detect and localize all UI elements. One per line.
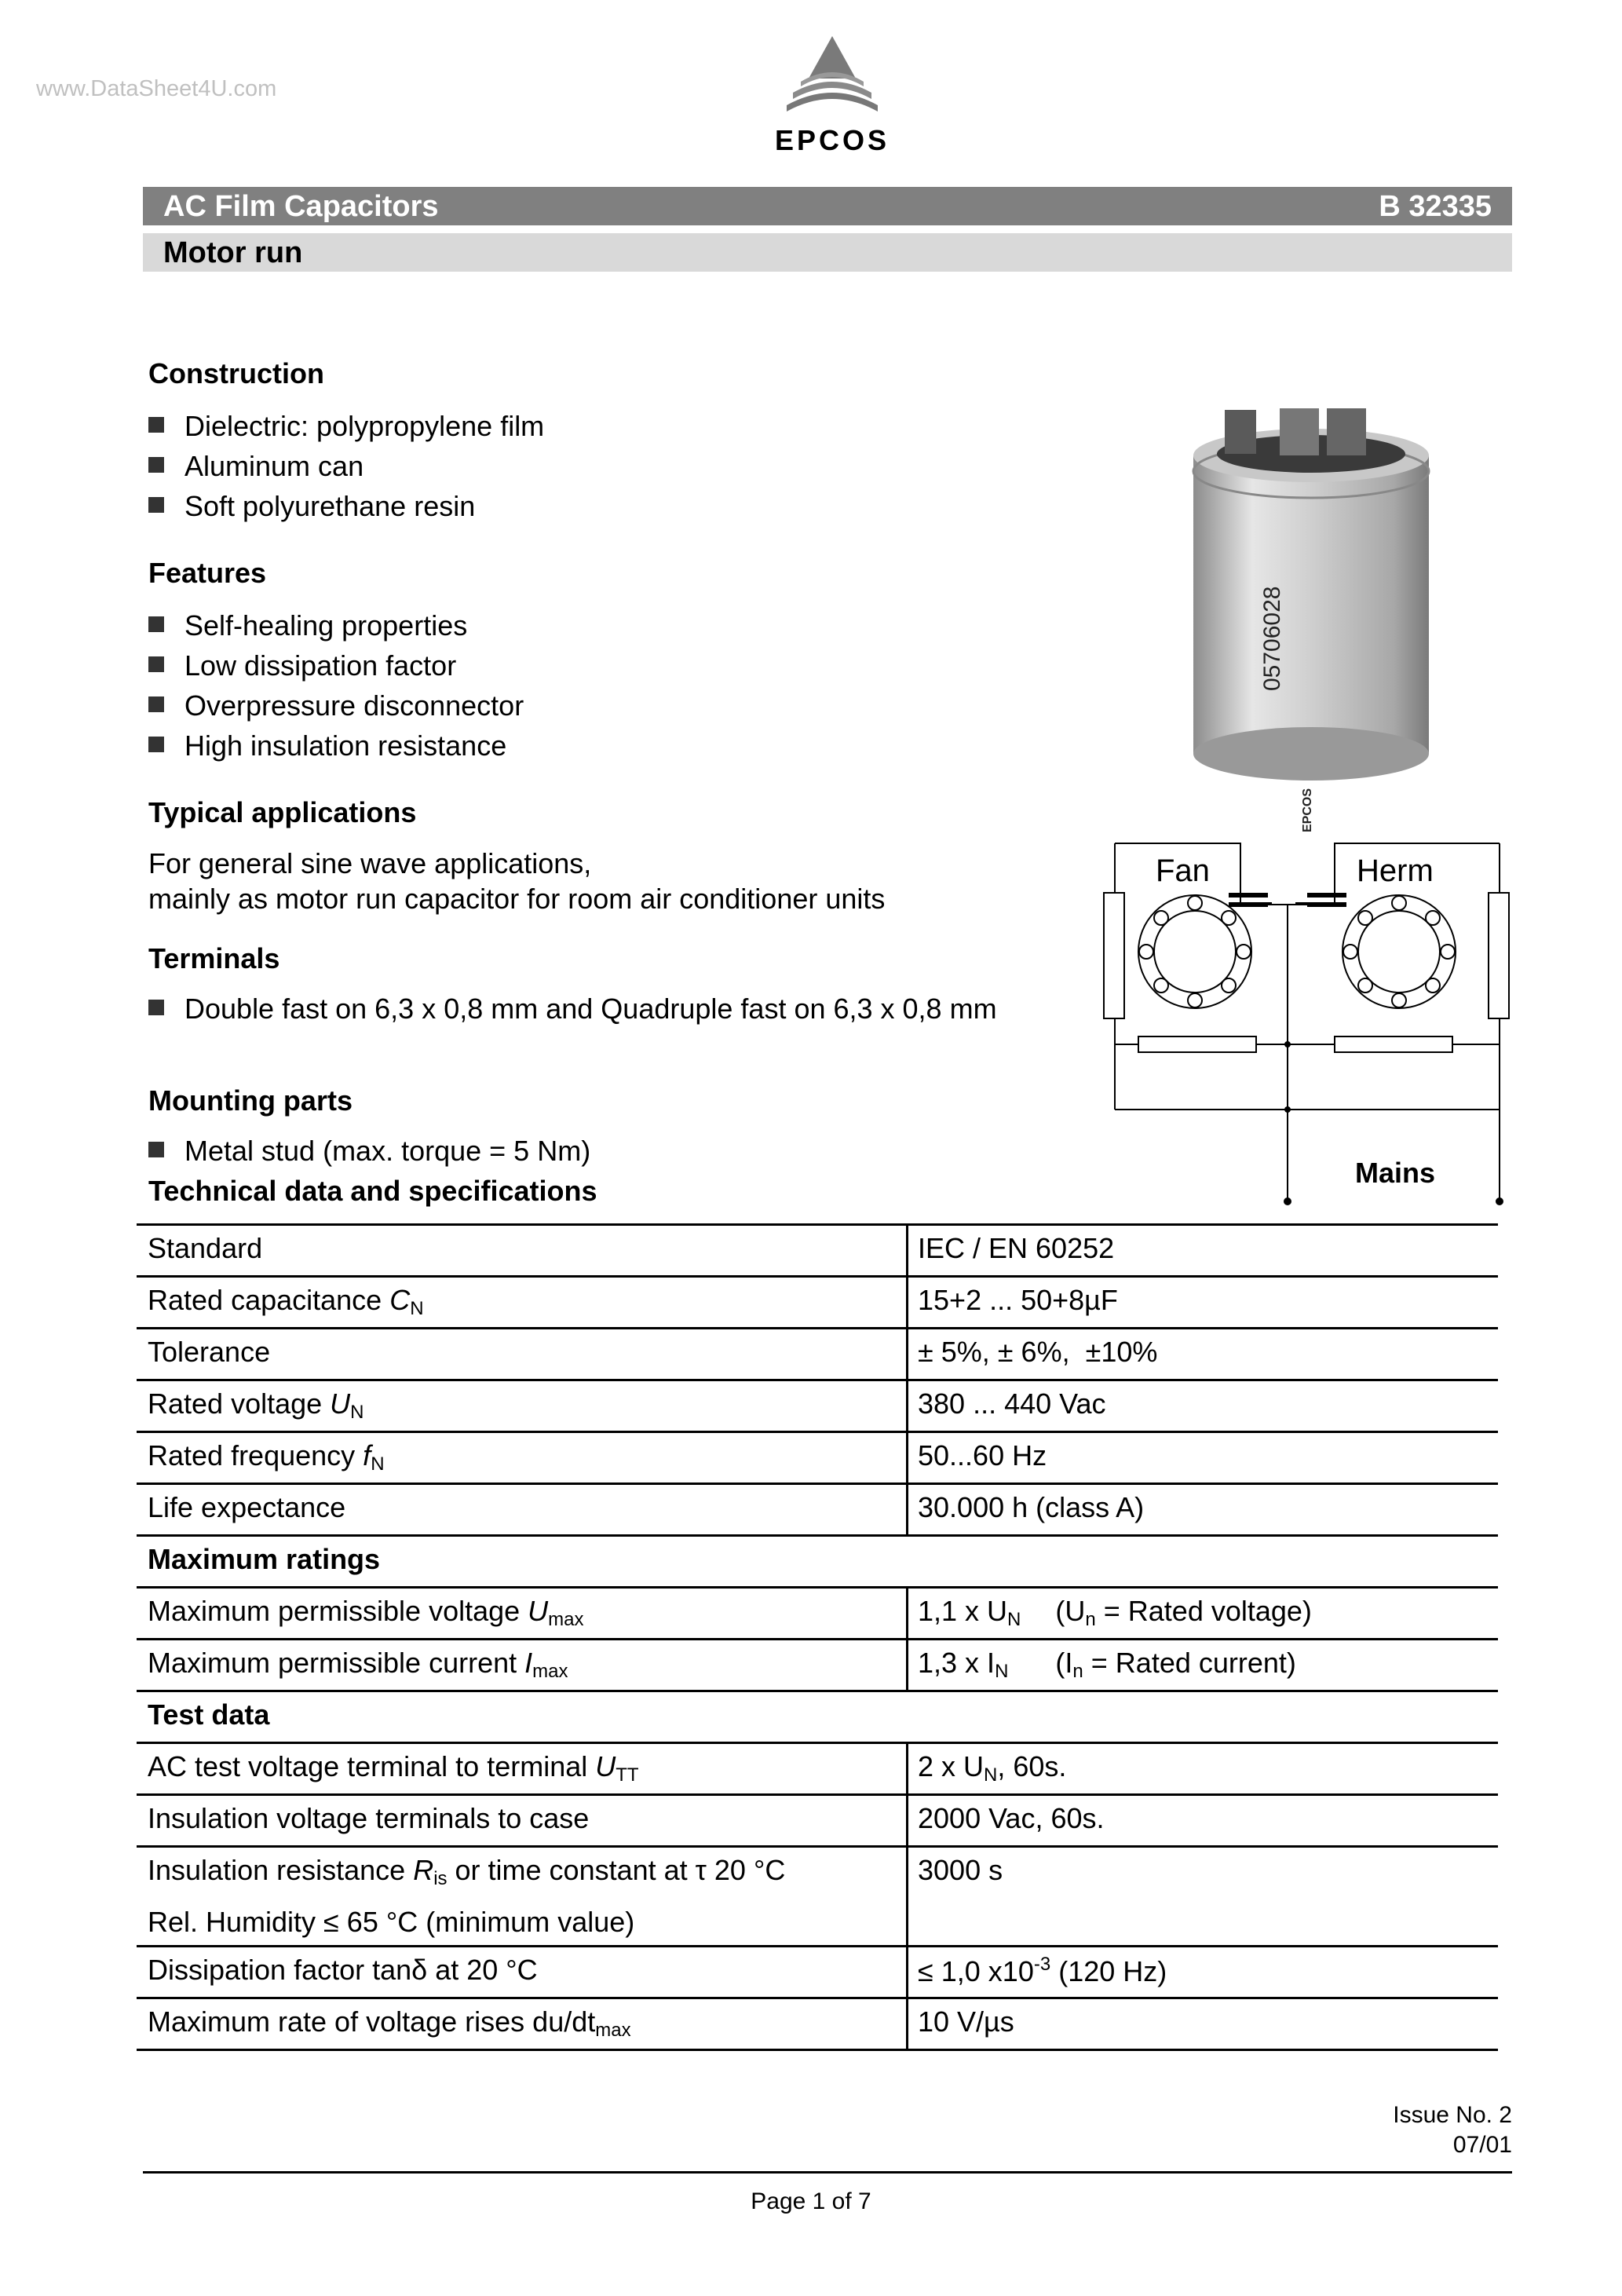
table-row: Dissipation factor tanδ at 20 °C ≤ 1,0 $x10^{-3}$ (120 Hz): [137, 1947, 1498, 1998]
section-row: Test data: [137, 1691, 1498, 1743]
epcos-logo-icon: [762, 31, 903, 126]
table-row: Insulation resistance $R_{is}$ or time constant at τ 20 °C Rel. Humidity ≤ 65 °C (minimum value) 3000 s: [137, 1847, 1498, 1947]
list-item: Overpressure disconnector: [148, 689, 524, 722]
page-title: AC Film Capacitors: [163, 190, 439, 223]
bullet-square-icon: [148, 417, 164, 433]
applications-text-2: mainly as motor run capacitor for room air conditioner units: [148, 883, 886, 915]
table-row: Standard IEC / EN 60252: [137, 1225, 1498, 1277]
svg-text:EPCOS: EPCOS: [1301, 788, 1314, 832]
herm-label: Herm: [1357, 854, 1434, 888]
table-row: Life expectance 30.000 h (class A): [137, 1484, 1498, 1536]
list-item: High insulation resistance: [148, 729, 506, 762]
mounting-heading: Mounting parts: [148, 1084, 353, 1117]
bullet-square-icon: [148, 656, 164, 672]
page-number: Page 1 of 7: [751, 2188, 871, 2214]
section-row: Maximum ratings: [137, 1536, 1498, 1588]
part-number: B 32335: [1379, 190, 1492, 223]
terminals-heading: Terminals: [148, 942, 280, 974]
list-item: Double fast on 6,3 x 0,8 mm and Quadruple fast on 6,3 x 0,8 mm: [148, 993, 997, 1026]
spec-table: [137, 1223, 1498, 2051]
watermark: www.DataSheet4U.com: [36, 76, 277, 101]
footer-divider: [143, 2171, 1512, 2174]
list-item: Soft polyurethane resin: [148, 490, 475, 523]
table-row: Tolerance ± 5%, ± 6%, ±10%: [137, 1329, 1498, 1380]
bullet-square-icon: [148, 1000, 164, 1015]
applications-text-1: For general sine wave applications,: [148, 847, 592, 879]
list-item: Metal stud (max. torque = 5 Nm): [148, 1135, 590, 1168]
bullet-square-icon: [148, 457, 164, 473]
fan-label: Fan: [1156, 854, 1210, 888]
table-row: Maximum rate of voltage rises $du/dt_{max}$ 10 V/µs: [137, 1998, 1498, 2050]
table-row: Maximum permissible current $I_{max}$ 1,3 x $I_N$ ($I_n$ = Rated current): [137, 1640, 1498, 1691]
capacitor-icon: [1178, 393, 1445, 832]
svg-text:05706028: 05706028: [1259, 586, 1285, 691]
list-item: Aluminum can: [148, 450, 363, 483]
logo-text: EPCOS: [774, 124, 890, 156]
bullet-square-icon: [148, 737, 164, 752]
issue-info: [1393, 2100, 1512, 2160]
tech-heading: Technical data and specifications: [148, 1175, 597, 1207]
bullet-square-icon: [148, 616, 164, 632]
table-row: Maximum permissible voltage $U_{max}$ 1,1 x $U_N$ ($U_n$ = Rated voltage): [137, 1588, 1498, 1640]
issue-number: Issue No. 2: [1393, 2102, 1512, 2128]
table-row: Rated frequency $f_N$ 50...60 Hz: [137, 1432, 1498, 1484]
title-bar: [143, 187, 1512, 225]
features-heading: Features: [148, 557, 267, 589]
table-row: Rated capacitance $C_N$ 15+2 ... 50+8µF: [137, 1277, 1498, 1329]
table-row: Rated voltage $U_N$ 380 ... 440 Vac: [137, 1380, 1498, 1432]
bullet-square-icon: [148, 1142, 164, 1157]
page-subtitle: Motor run: [163, 236, 303, 269]
bullet-square-icon: [148, 696, 164, 712]
table-row: AC test voltage terminal to terminal $U_{TT}$ 2 x $U_N$, 60s.: [137, 1743, 1498, 1795]
list-item: Dielectric: polypropylene film: [148, 410, 544, 443]
issue-date: 07/01: [1452, 2132, 1512, 2158]
capacitor-photo: [1178, 393, 1445, 832]
epcos-logo: [762, 31, 903, 157]
list-item: Low dissipation factor: [148, 649, 456, 682]
table-row: Insulation voltage terminals to case 2000 Vac, 60s.: [137, 1795, 1498, 1847]
bullet-square-icon: [148, 497, 164, 513]
subtitle-bar: [143, 233, 1512, 272]
applications-heading: Typical applications: [148, 796, 417, 828]
mains-label: Mains: [1355, 1157, 1436, 1189]
construction-heading: Construction: [148, 357, 324, 389]
wiring-diagram: [1099, 832, 1523, 1209]
list-item: Self-healing properties: [148, 609, 467, 642]
